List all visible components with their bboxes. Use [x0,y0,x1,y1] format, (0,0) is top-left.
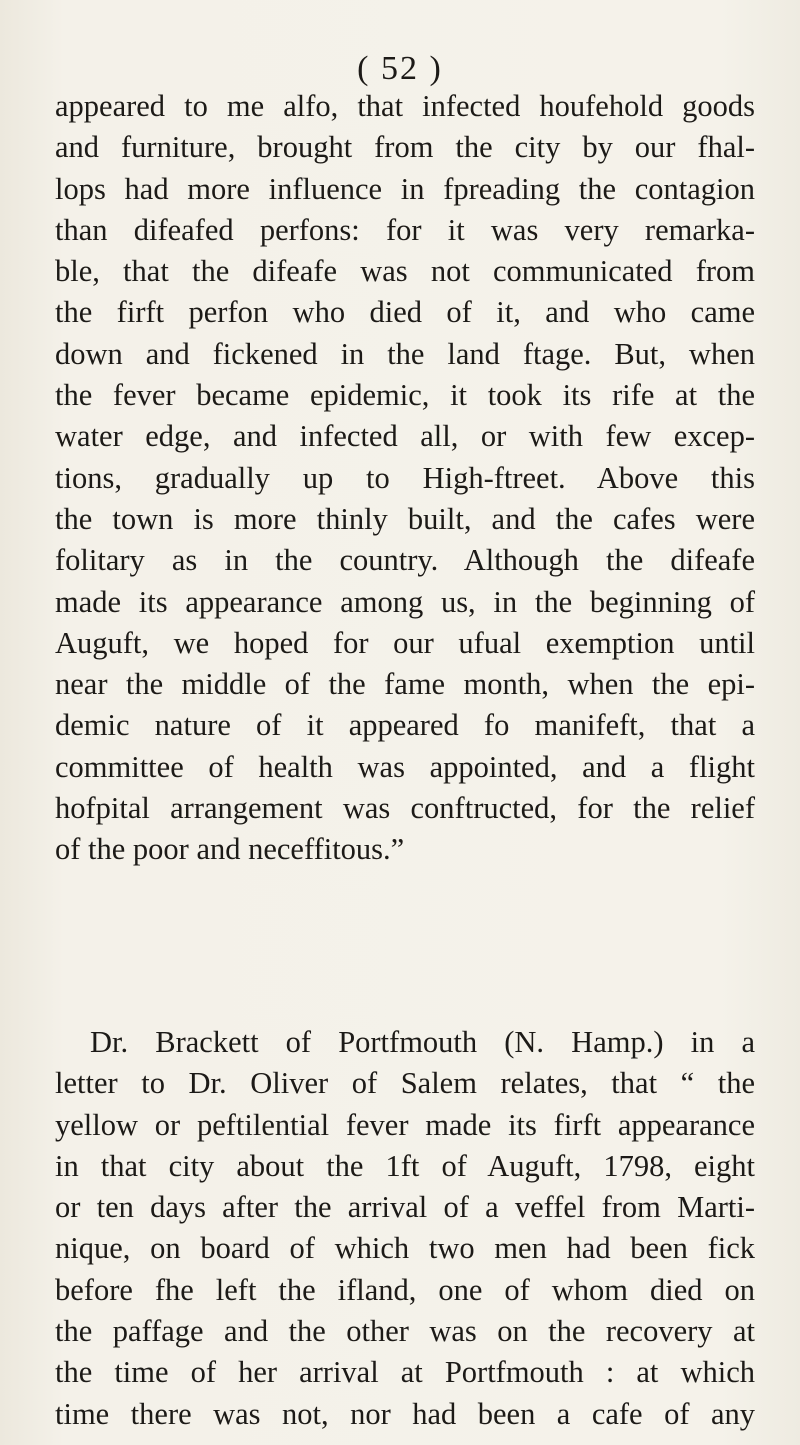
page-number: ( 52 ) [357,50,443,87]
text-line: letter to Dr. Oliver of Salem relates, that “ the [55,1066,755,1101]
text-line: and furniture, brought from the city by our fhal- [55,130,755,165]
text-line: in that city about the 1ft of Auguft, 1798, eight [55,1148,755,1183]
paragraph-quoted-account [55,86,755,871]
text-line: near the middle of the fame month, when the epi- [55,667,755,702]
text-line: down and fickened in the land ftage. But, when [55,336,755,371]
text-line: the town is more thinly built, and the cafes were [55,501,755,536]
text-line: made its appearance among us, in the beginning of [55,584,755,619]
text-line: nique, on board of which two men had been fick [55,1231,755,1266]
text-line: demic nature of it appeared fo manifeft, that a [55,708,755,743]
text-line: lops had more influence in fpreading the contagion [55,171,755,206]
text-line: time there was not, nor had been a cafe of any [55,1396,755,1431]
text-line: Auguft, we hoped for our ufual exemption until [55,625,755,660]
text-line: folitary as in the country. Although the difeafe [55,543,755,578]
text-line: tions, gradually up to High-ftreet. Above this [55,460,755,495]
paragraph-brackett-letter [55,1022,755,1435]
text-line: water edge, and infected all, or with few excep- [55,419,755,454]
text-line: the fever became epidemic, it took its rife at the [55,378,755,413]
text-line: the firft perfon who died of it, and who came [55,295,755,330]
text-line: yellow or peftilential fever made its firft appearance [55,1107,755,1142]
text-line: appeared to me alfo, that infected houfehold goods [55,89,755,123]
text-line: Dr. Brackett of Portfmouth (N. Hamp.) in a [90,1025,755,1059]
text-line: before fhe left the ifland, one of whom died on [55,1272,755,1307]
text-line: of the poor and neceffitous.” [55,832,405,867]
text-line: ble, that the difeafe was not communicated from [55,254,755,289]
text-line: or ten days after the arrival of a veffel from Marti- [55,1190,755,1225]
text-line: hofpital arrangement was conftructed, for the relief [55,791,755,826]
text-line: the time of her arrival at Portfmouth : at which [55,1355,755,1390]
text-line: than difeafed perfons: for it was very remarka- [55,212,755,247]
text-line: committee of health was appointed, and a flight [55,749,755,784]
text-line: the paffage and the other was on the recovery at [55,1314,755,1349]
